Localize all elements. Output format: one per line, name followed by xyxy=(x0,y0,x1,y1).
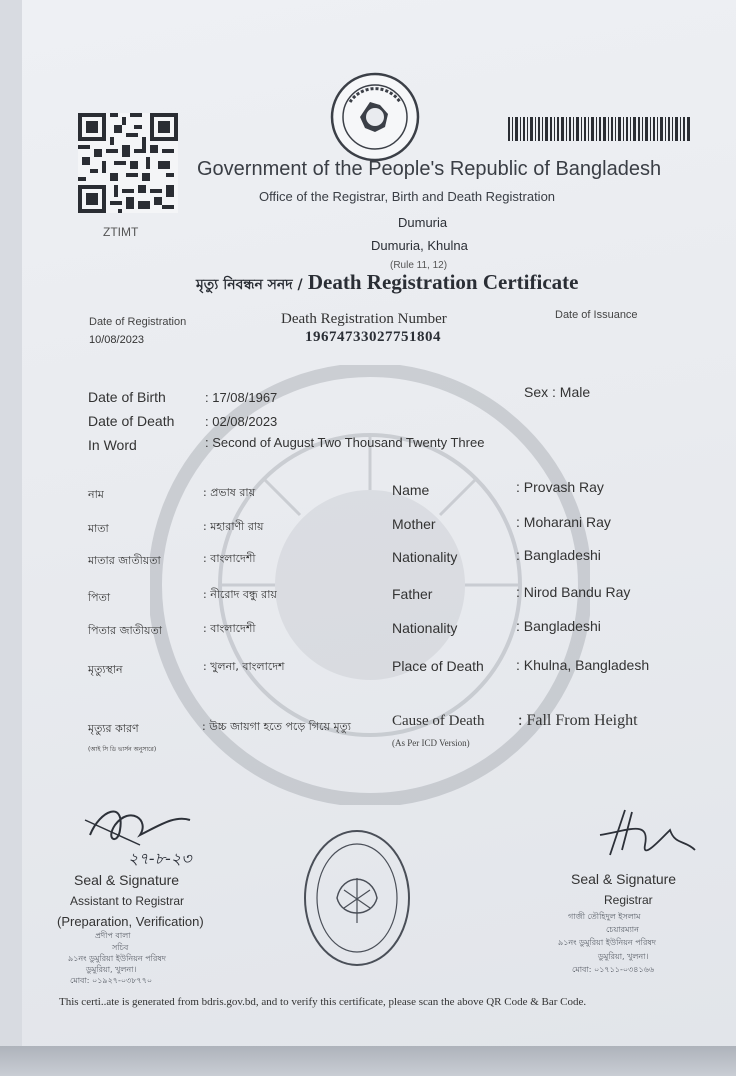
registration-number-label: Death Registration Number xyxy=(281,311,447,327)
left-signatory-role: Assistant to Registrar xyxy=(70,894,185,908)
mother-en-label: Mother xyxy=(392,516,436,532)
upazila-name: Dumuria xyxy=(398,215,448,230)
mother-bn-label: মাতা xyxy=(88,522,109,535)
cause-en-label: Cause of Death xyxy=(392,713,485,729)
cause-bn-value: : উচ্চ জায়গা হতে পড়ে গিয়ে মৃত্যু xyxy=(202,720,351,733)
mother-en-value: : Moharani Ray xyxy=(516,514,611,530)
right-stamp-line: ডুমুরিয়া, খুলনা। xyxy=(598,952,649,961)
mother-nationality-bn-label: মাতার জাতীয়তা xyxy=(88,554,161,567)
left-signatory-sub: (Preparation, Verification) xyxy=(57,914,204,929)
office-title: Office of the Registrar, Birth and Death Registration xyxy=(259,189,556,204)
registration-date-label: Date of Registration xyxy=(89,316,187,328)
place-of-death-en-value: : Khulna, Bangladesh xyxy=(516,657,650,673)
father-en-label: Father xyxy=(392,586,433,602)
registration-number-value: 19674733027751804 xyxy=(305,329,441,345)
cause-bn-label: মৃত্যুর কারণ xyxy=(88,722,139,735)
certificate-title-en: Death Registration Certificate xyxy=(307,270,579,294)
handwritten-date: ২৭-৮-২৩ xyxy=(128,849,192,868)
mother-nationality-en-label: Nationality xyxy=(392,549,458,565)
dob-label: Date of Birth xyxy=(88,389,166,405)
place-of-death-bn-value: : খুলনা, বাংলাদেশ xyxy=(203,660,285,673)
district-name: Dumuria, Khulna xyxy=(371,238,468,253)
name-en-value: : Provash Ray xyxy=(516,479,604,495)
government-title: Government of the People's Republic of Bangladesh xyxy=(197,158,662,180)
mother-bn-value: : মহারাণী রায় xyxy=(203,520,264,533)
mother-nationality-en-value: : Bangladeshi xyxy=(516,547,601,563)
sex-value: Sex : Male xyxy=(524,384,591,400)
cause-en-note: (As Per ICD Version) xyxy=(392,738,470,748)
father-nationality-bn-label: পিতার জাতীয়তা xyxy=(88,624,162,637)
union-parishad-seal-icon xyxy=(302,828,412,968)
dod-value: : 02/08/2023 xyxy=(205,414,278,429)
name-en-label: Name xyxy=(392,482,430,498)
place-of-death-bn-label: মৃত্যুস্থান xyxy=(88,663,123,676)
cause-bn-note: (আই সি ডি ভার্সন অনুসারে) xyxy=(88,746,157,753)
father-bn-label: পিতা xyxy=(88,591,111,604)
table-surface xyxy=(0,1046,736,1076)
father-en-value: : Nirod Bandu Ray xyxy=(516,584,631,600)
government-seal-icon xyxy=(330,72,420,162)
barcode xyxy=(508,117,690,141)
father-bn-value: : নীরোদ বন্ধু রায় xyxy=(203,588,277,601)
registration-date-value: 10/08/2023 xyxy=(89,334,145,346)
left-stamp-line: ডুমুরিয়া, খুলনা। xyxy=(86,965,137,974)
right-stamp-line: চেয়ারম্যান xyxy=(606,925,639,934)
left-stamp-line: মোবা: ০১৯২৭-০৩৮৭৭০ xyxy=(70,976,153,985)
certificate-title-bn: মৃত্যু নিবন্ধন সনদ / xyxy=(196,277,303,293)
left-stamp-line: ৯১নং ডুমুরিয়া ইউনিয়ন পরিষদ xyxy=(68,954,166,963)
father-nationality-en-value: : Bangladeshi xyxy=(516,618,601,634)
right-seal-signature-label: Seal & Signature xyxy=(571,871,677,887)
right-stamp-line: মোবা: ০১৭১১-০৩৪১৬৬ xyxy=(572,965,655,974)
rule-reference: (Rule 11, 12) xyxy=(390,260,448,271)
right-stamp-line: ৯১নং ডুমুরিয়া ইউনিয়ন পরিষদ xyxy=(558,938,656,947)
right-stamp-line: গাজী তৌহিদুল ইসলাম xyxy=(568,912,641,921)
in-word-label: In Word xyxy=(88,437,137,453)
right-signatory-role: Registrar xyxy=(604,893,653,907)
certificate-title xyxy=(196,270,578,297)
in-word-value: : Second of August Two Thousand Twenty Three xyxy=(205,435,485,450)
name-bn-label: নাম xyxy=(88,488,104,501)
issuance-date-label: Date of Issuance xyxy=(555,309,638,321)
father-nationality-bn-value: : বাংলাদেশী xyxy=(203,622,256,635)
left-stamp-line: প্রদীপ বালা xyxy=(95,931,131,940)
dod-label: Date of Death xyxy=(88,413,175,429)
name-bn-value: : প্রভাষ রায় xyxy=(203,486,256,499)
mother-nationality-bn-value: : বাংলাদেশী xyxy=(203,552,256,565)
left-seal-signature-label: Seal & Signature xyxy=(74,872,180,888)
father-nationality-en-label: Nationality xyxy=(392,620,458,636)
qr-code xyxy=(78,113,178,213)
place-of-death-en-label: Place of Death xyxy=(392,658,484,674)
qr-caption: ZTIMT xyxy=(103,225,139,239)
registrar-handwritten-signature xyxy=(590,800,710,870)
dob-value: : 17/08/1967 xyxy=(205,390,278,405)
cause-en-value: : Fall From Height xyxy=(518,712,638,729)
verification-footer: This certi..ate is generated from bdris.gov.bd, and to verify this certificate, please scan the above QR Code & Bar Code. xyxy=(59,996,587,1008)
left-stamp-line: সচিব xyxy=(112,943,129,952)
